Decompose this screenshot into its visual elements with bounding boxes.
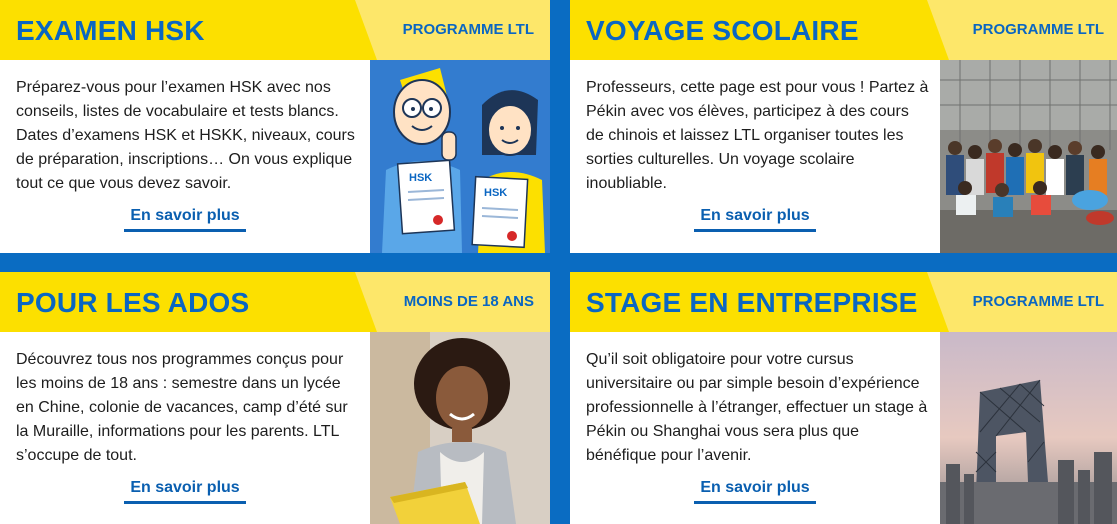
hsk-paper-label: HSK <box>409 172 433 184</box>
learn-more-link[interactable] <box>0 207 370 232</box>
hsk-paper-label: HSK <box>484 187 508 199</box>
card-description: Professeurs, cette page est pour vous ! Partez à Pékin avec vos élèves, participez à des cours de chinois et laissez LTL organiser toutes les sorties culturelles. Un voyage scolaire inoubliable. <box>586 79 929 192</box>
tag-label: PROGRAMME LTL <box>972 293 1104 310</box>
card-voyage-scolaire <box>570 0 1117 253</box>
card-tag <box>355 0 550 60</box>
learn-more-label: En savoir plus <box>124 207 245 232</box>
hsk-illustration[interactable] <box>370 60 550 253</box>
learn-more-link[interactable] <box>570 479 940 504</box>
tag-label: MOINS DE 18 ANS <box>403 293 534 310</box>
school-trip-photo[interactable] <box>940 60 1117 253</box>
card-tag <box>927 0 1117 60</box>
city-skyline-photo[interactable] <box>940 332 1117 524</box>
card-description: Préparez-vous pour l’examen HSK avec nos conseils, listes de vocabulaire et tests blancs. Dates d’examens HSK et HSKK, niveaux, cours de préparation, inscriptions… On vous explique tout ce que vous devez savoir. <box>16 79 355 192</box>
card-body <box>0 60 370 253</box>
tag-label: PROGRAMME LTL <box>402 21 534 38</box>
learn-more-label: En savoir plus <box>124 479 245 504</box>
card-title[interactable]: STAGE EN ENTREPRISE <box>586 287 918 318</box>
card-examen-hsk <box>0 0 550 253</box>
card-tag <box>927 272 1117 332</box>
card-description: Qu’il soit obligatoire pour votre cursus universitaire ou par simple besoin d’expérience professionnelle à l’étranger, effectuer un stage à Pékin ou Shanghai vous sera plus que bénéfique pour l’avenir. <box>586 351 928 464</box>
tag-label: PROGRAMME LTL <box>972 21 1104 38</box>
card-title[interactable]: VOYAGE SCOLAIRE <box>586 15 859 46</box>
learn-more-label: En savoir plus <box>694 479 815 504</box>
card-body <box>570 60 940 253</box>
card-body <box>0 332 370 524</box>
card-title[interactable]: EXAMEN HSK <box>16 15 205 46</box>
card-header <box>570 0 1117 60</box>
card-header <box>0 0 550 60</box>
card-header <box>570 272 1117 332</box>
card-header <box>0 272 550 332</box>
card-body <box>570 332 940 524</box>
card-title[interactable]: POUR LES ADOS <box>16 287 250 318</box>
learn-more-link[interactable] <box>0 479 370 504</box>
card-tag <box>355 272 550 332</box>
teen-student-photo[interactable] <box>370 332 550 524</box>
card-pour-les-ados <box>0 272 550 524</box>
learn-more-link[interactable] <box>570 207 940 232</box>
learn-more-label: En savoir plus <box>694 207 815 232</box>
card-description: Découvrez tous nos programmes conçus pour les moins de 18 ans : semestre dans un lycée en Chine, colonie de vacances, camp d’été sur la Muraille, informations pour les parents. LTL s’occupe de tout. <box>16 351 348 464</box>
card-stage-en-entreprise <box>570 272 1117 524</box>
